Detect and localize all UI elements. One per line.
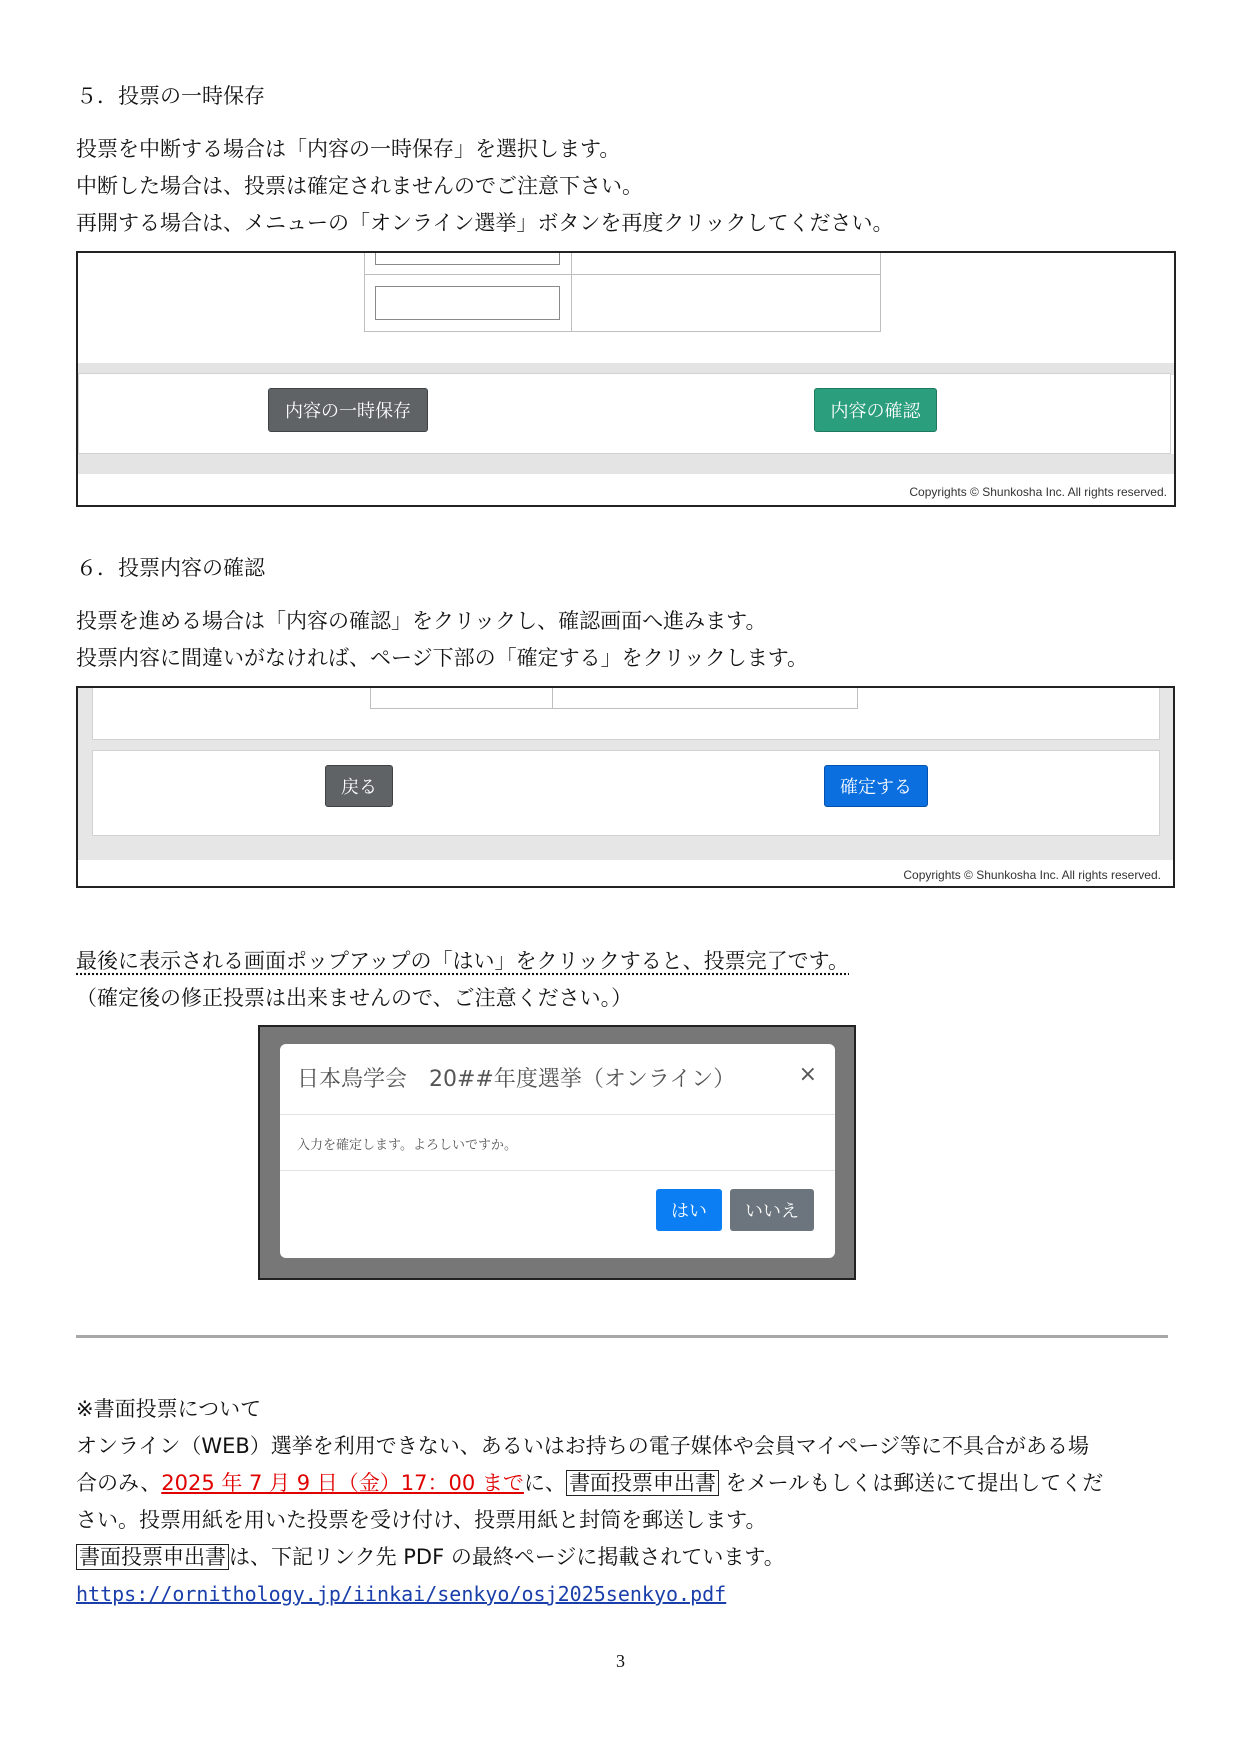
section5-line-1: 投票を中断する場合は「内容の一時保存」を選択します。: [76, 137, 621, 161]
dialog-message: 入力を確定します。よろしいですか。: [297, 1138, 517, 1153]
no-button[interactable]: いいえ: [730, 1189, 814, 1231]
paper-line-4: 書面投票申出書 は、下記リンク先 PDF の最終ページに掲載されています。: [76, 1539, 785, 1576]
section5-line-2: 中断した場合は、投票は確定されませんのでご注意下さい。: [76, 174, 643, 198]
copyright: Copyrights © Shunkosha Inc. All rights reserved.: [909, 485, 1167, 499]
confirm-content-button[interactable]: 内容の確認: [814, 388, 937, 432]
yes-button[interactable]: はい: [656, 1189, 722, 1231]
paper-line-1: オンライン（WEB）選挙を利用できない、あるいはお持ちの電子媒体や会員マイページ等に不具合がある場: [76, 1434, 1089, 1458]
answer-input[interactable]: [375, 286, 560, 320]
back-button[interactable]: 戻る: [325, 765, 393, 807]
popup-screenshot: [258, 1025, 856, 1280]
section-divider: [76, 1335, 1168, 1338]
submit-button[interactable]: 確定する: [824, 765, 928, 807]
page-number: 3: [616, 1651, 625, 1671]
confirm-dialog: [280, 1044, 835, 1258]
form-name-box: 書面投票申出書: [566, 1470, 719, 1496]
section6-heading: ６．投票内容の確認: [76, 556, 265, 580]
button-panel: [92, 750, 1160, 836]
final-line-1: 最後に表示される画面ポップアップの「はい」をクリックすると、投票完了です。: [76, 949, 850, 973]
button-panel: [78, 373, 1171, 454]
section6-line-1: 投票を進める場合は「内容の確認」をクリックし、確認画面へ進みます。: [76, 609, 767, 633]
paper-heading: ※書面投票について: [76, 1397, 262, 1421]
copyright: Copyrights © Shunkosha Inc. All rights reserved.: [903, 868, 1161, 882]
dialog-title: 日本鳥学会 20##年度選挙（オンライン）: [297, 1067, 736, 1092]
close-icon[interactable]: ×: [798, 1062, 817, 1087]
screenshot-confirm: [76, 686, 1175, 888]
section6-line-2: 投票内容に間違いがなければ、ページ下部の「確定する」をクリックします。: [76, 646, 809, 670]
paper-line-2: 合のみ、2025 年 7 月 9 日（金）17：00 までに、 書面投票申出書 をメールもしくは郵送にて提出してくだ: [76, 1471, 1104, 1495]
final-line-2: （確定後の修正投票は出来ませんので、ご注意ください。）: [76, 986, 633, 1010]
form-name-box: 書面投票申出書: [76, 1544, 229, 1570]
screenshot-save: [76, 251, 1176, 507]
deadline-text: 2025 年 7 月 9 日（金）17：00 まで: [161, 1471, 524, 1495]
section5-heading: ５．投票の一時保存: [76, 84, 265, 108]
answer-input[interactable]: [375, 251, 560, 265]
pdf-link[interactable]: https://ornithology.jp/iinkai/senkyo/osj2025senkyo.pdf: [76, 1582, 727, 1606]
section5-line-3: 再開する場合は、メニューの「オンライン選挙」ボタンを再度クリックしてください。: [76, 211, 894, 235]
save-temporarily-button[interactable]: 内容の一時保存: [268, 388, 428, 432]
paper-line-3: さい。投票用紙を用いた投票を受け付け、投票用紙と封筒を郵送します。: [76, 1508, 767, 1532]
